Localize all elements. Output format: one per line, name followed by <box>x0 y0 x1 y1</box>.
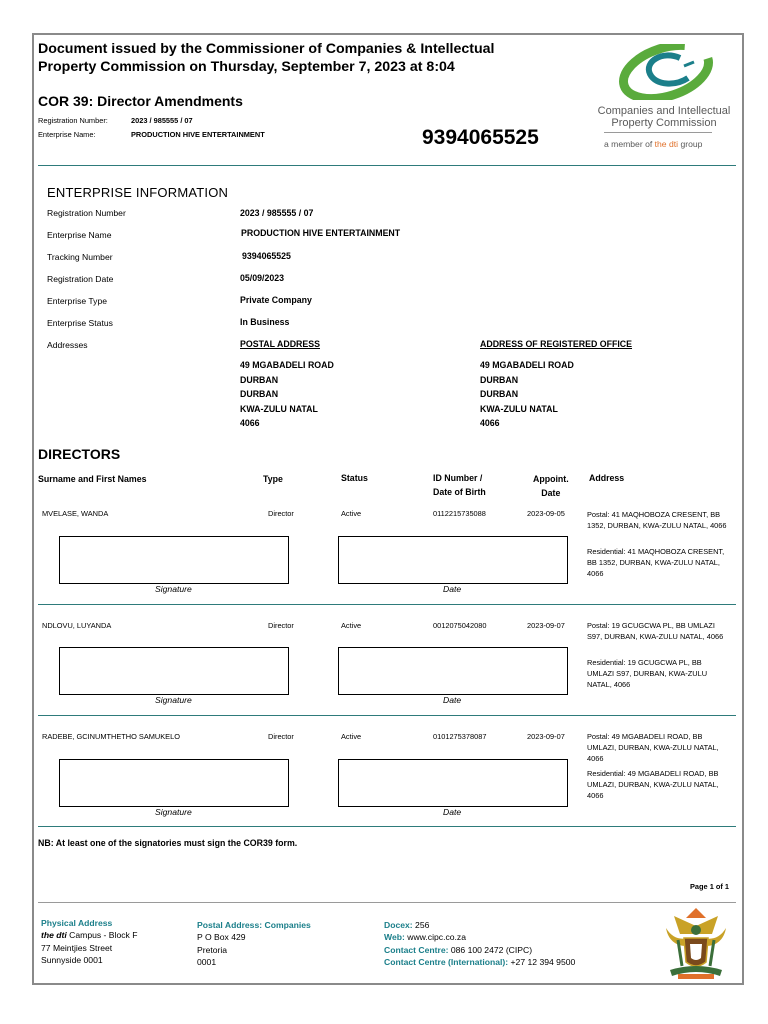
director-3-status: Active <box>341 732 362 741</box>
director-3-postal: Postal: 49 MGABADELI ROAD, BB UMLAZI, DURBAN, KWA-ZULU NATAL, 4066 <box>587 732 719 764</box>
logo-name-line1: Companies and Intellectual <box>597 105 731 117</box>
info-label-tracking-number: Tracking Number <box>47 252 113 262</box>
footer-web-label: Web: <box>384 932 405 943</box>
info-value-enterprise-status: In Business <box>240 317 290 327</box>
enterprise-info-title: ENTERPRISE INFORMATION <box>47 185 229 200</box>
registered-office-block <box>480 358 574 431</box>
footer-docex <box>384 919 575 931</box>
director-2-status: Active <box>341 621 362 630</box>
logo-member-suffix: group <box>680 139 703 149</box>
col-header-id <box>433 472 486 499</box>
info-label-enterprise-status: Enterprise Status <box>47 318 113 328</box>
postal-address-block <box>240 358 334 431</box>
logo-member-prefix: a member of <box>604 139 653 149</box>
header-divider <box>38 165 736 166</box>
director-2-signature-box[interactable] <box>59 647 289 695</box>
footer-docex-value: 256 <box>415 920 430 930</box>
header-title-line1: Document issued by the Commissioner of Companies & Intellectual <box>38 41 495 57</box>
enterprise-name-value: PRODUCTION HIVE ENTERTAINMENT <box>131 130 265 139</box>
document-header-title <box>38 40 578 76</box>
postal-address-line: DURBAN <box>240 389 279 399</box>
postal-address-heading: POSTAL ADDRESS <box>240 339 320 349</box>
director-1-name: MVELASE, WANDA <box>42 509 109 518</box>
footer-cci-label: Contact Centre (International): <box>384 957 509 968</box>
footer-docex-label: Docex: <box>384 920 413 930</box>
director-3-name: RADEBE, GCINUMTHETHO SAMUKELO <box>42 732 180 741</box>
director-3-type: Director <box>268 732 294 741</box>
director-1-postal: Postal: 41 MAQHOBOZA CRESENT, BB 1352, DURBAN, KWA-ZULU NATAL, 4066 <box>587 510 727 531</box>
col-header-appoint-line1: Appoint. <box>533 474 569 484</box>
footer-physical-campus-em: the dti <box>41 930 67 941</box>
director-3-residential: Residential: 49 MGABADELI ROAD, BB UMLAZI, DURBAN, KWA-ZULU NATAL, 4066 <box>587 769 719 801</box>
footer-postal-address <box>197 919 311 969</box>
footer-postal-line3: 0001 <box>197 957 217 968</box>
registered-address-line: DURBAN <box>480 374 519 385</box>
director-1-type: Director <box>268 509 294 518</box>
col-header-appoint-line2: Date <box>541 487 561 498</box>
director-3-signature-box[interactable] <box>59 759 289 807</box>
footer-contact-centre <box>384 944 575 956</box>
director-2-type: Director <box>268 621 294 630</box>
director-row-divider <box>38 715 736 716</box>
footer-cc-value: 086 100 2472 (CIPC) <box>450 944 533 955</box>
footer-contact-centre-intl <box>384 956 575 968</box>
info-label-registration-date: Registration Date <box>47 274 114 284</box>
footer-postal-line2: Pretoria <box>197 944 228 955</box>
registered-office-heading: ADDRESS OF REGISTERED OFFICE <box>480 339 633 349</box>
director-row-divider <box>38 826 736 827</box>
info-label-registration-number: Registration Number <box>47 208 126 218</box>
footer-physical-heading: Physical Address <box>41 918 113 928</box>
header-title-line2: Property Commission on Thursday, September 7, 2023 at 8:04 <box>38 59 455 75</box>
footer-web <box>384 931 575 943</box>
director-3-date-box[interactable] <box>338 759 568 807</box>
col-header-appoint <box>533 473 569 500</box>
logo-name-line2: Property Commission <box>611 117 717 129</box>
col-header-id-line1: ID Number / <box>433 473 483 483</box>
director-2-name: NDLOVU, LUYANDA <box>42 621 112 630</box>
info-value-enterprise-name: PRODUCTION HIVE ENTERTAINMENT <box>241 228 401 238</box>
info-value-enterprise-type: Private Company <box>240 295 312 305</box>
coat-of-arms-icon <box>656 904 736 984</box>
director-1-status: Active <box>341 509 362 518</box>
info-value-tracking-number: 9394065525 <box>242 251 291 261</box>
footer-postal-line1: P O Box 429 <box>197 932 246 943</box>
director-row-divider <box>38 604 736 605</box>
footer-contacts <box>384 919 575 969</box>
footer-divider <box>38 902 736 903</box>
director-3-appoint: 2023-09-07 <box>527 732 565 741</box>
col-header-type: Type <box>263 474 283 484</box>
reg-number-value: 2023 / 985555 / 07 <box>131 116 193 125</box>
director-1-id: 0112215735088 <box>433 509 486 518</box>
form-title: COR 39: Director Amendments <box>38 93 243 109</box>
director-3-id: 0101275378087 <box>433 732 487 741</box>
enterprise-name-label: Enterprise Name: <box>38 130 96 139</box>
director-3-signature-caption: Signature <box>155 807 192 817</box>
info-value-registration-number: 2023 / 985555 / 07 <box>240 208 314 218</box>
footer-physical-address <box>41 917 137 967</box>
footer-physical-line2: 77 Meintjies Street <box>41 942 113 953</box>
logo-name <box>594 105 734 129</box>
registered-address-line: 49 MGABADELI ROAD <box>480 360 574 370</box>
director-2-residential: Residential: 19 GCUGCWA PL, BB UMLAZI S97, DURBAN, KWA-ZULU NATAL, 4066 <box>587 658 708 690</box>
footer-physical-campus-rest: Campus - Block F <box>66 930 138 941</box>
info-value-registration-date: 05/09/2023 <box>240 273 285 283</box>
info-label-addresses: Addresses <box>47 340 88 350</box>
postal-address-line: 4066 <box>240 418 260 428</box>
director-3-date-caption: Date <box>443 807 462 817</box>
director-1-date-caption: Date <box>443 584 462 594</box>
footer-physical-line1 <box>41 929 137 941</box>
footer-cc-label: Contact Centre: <box>384 944 449 955</box>
director-1-residential: Residential: 41 MAQHOBOZA CRESENT, BB 1352, DURBAN, KWA-ZULU NATAL, 4066 <box>587 547 725 579</box>
director-2-postal: Postal: 19 GCUGCWA PL, BB UMLAZI S97, DURBAN, KWA-ZULU NATAL, 4066 <box>587 621 724 642</box>
director-1-signature-box[interactable] <box>59 536 289 584</box>
col-header-name: Surname and First Names <box>38 474 147 484</box>
footer-cci-value: +27 12 394 9500 <box>510 957 576 968</box>
postal-address-line: KWA-ZULU NATAL <box>240 403 318 414</box>
reg-number-label: Registration Number: <box>38 116 108 125</box>
director-1-date-box[interactable] <box>338 536 568 584</box>
postal-address-line: 49 MGABADELI ROAD <box>240 360 334 370</box>
page-number: Page 1 of 1 <box>690 882 730 891</box>
cipc-logo-icon <box>618 44 714 100</box>
col-header-status: Status <box>341 473 368 483</box>
registered-address-line: KWA-ZULU NATAL <box>480 403 558 414</box>
director-2-appoint: 2023-09-07 <box>527 621 565 630</box>
info-label-enterprise-type: Enterprise Type <box>47 296 108 306</box>
logo-divider <box>604 132 712 133</box>
signatory-note: NB: At least one of the signatories must sign the COR39 form. <box>38 838 298 848</box>
registered-address-line: DURBAN <box>480 389 519 399</box>
director-1-appoint: 2023-09-05 <box>527 509 565 518</box>
director-2-signature-caption: Signature <box>155 695 192 705</box>
registered-address-line: 4066 <box>480 418 500 428</box>
directors-title: DIRECTORS <box>38 446 121 462</box>
footer-postal-heading: Postal Address: Companies <box>197 920 311 930</box>
director-1-signature-caption: Signature <box>155 584 192 594</box>
postal-address-line: DURBAN <box>240 374 279 385</box>
tracking-number-large: 9394065525 <box>422 126 539 149</box>
logo-member-line <box>604 139 702 149</box>
footer-web-link[interactable]: www.cipc.co.za <box>407 932 466 943</box>
footer-physical-line3: Sunnyside 0001 <box>41 955 103 966</box>
col-header-id-line2: Date of Birth <box>433 486 486 497</box>
col-header-address: Address <box>589 473 625 483</box>
info-label-enterprise-name: Enterprise Name <box>47 230 112 240</box>
logo-member-brand: the dti <box>654 139 679 149</box>
director-2-date-caption: Date <box>443 695 462 705</box>
director-2-date-box[interactable] <box>338 647 568 695</box>
director-2-id: 0012075042080 <box>433 621 487 630</box>
